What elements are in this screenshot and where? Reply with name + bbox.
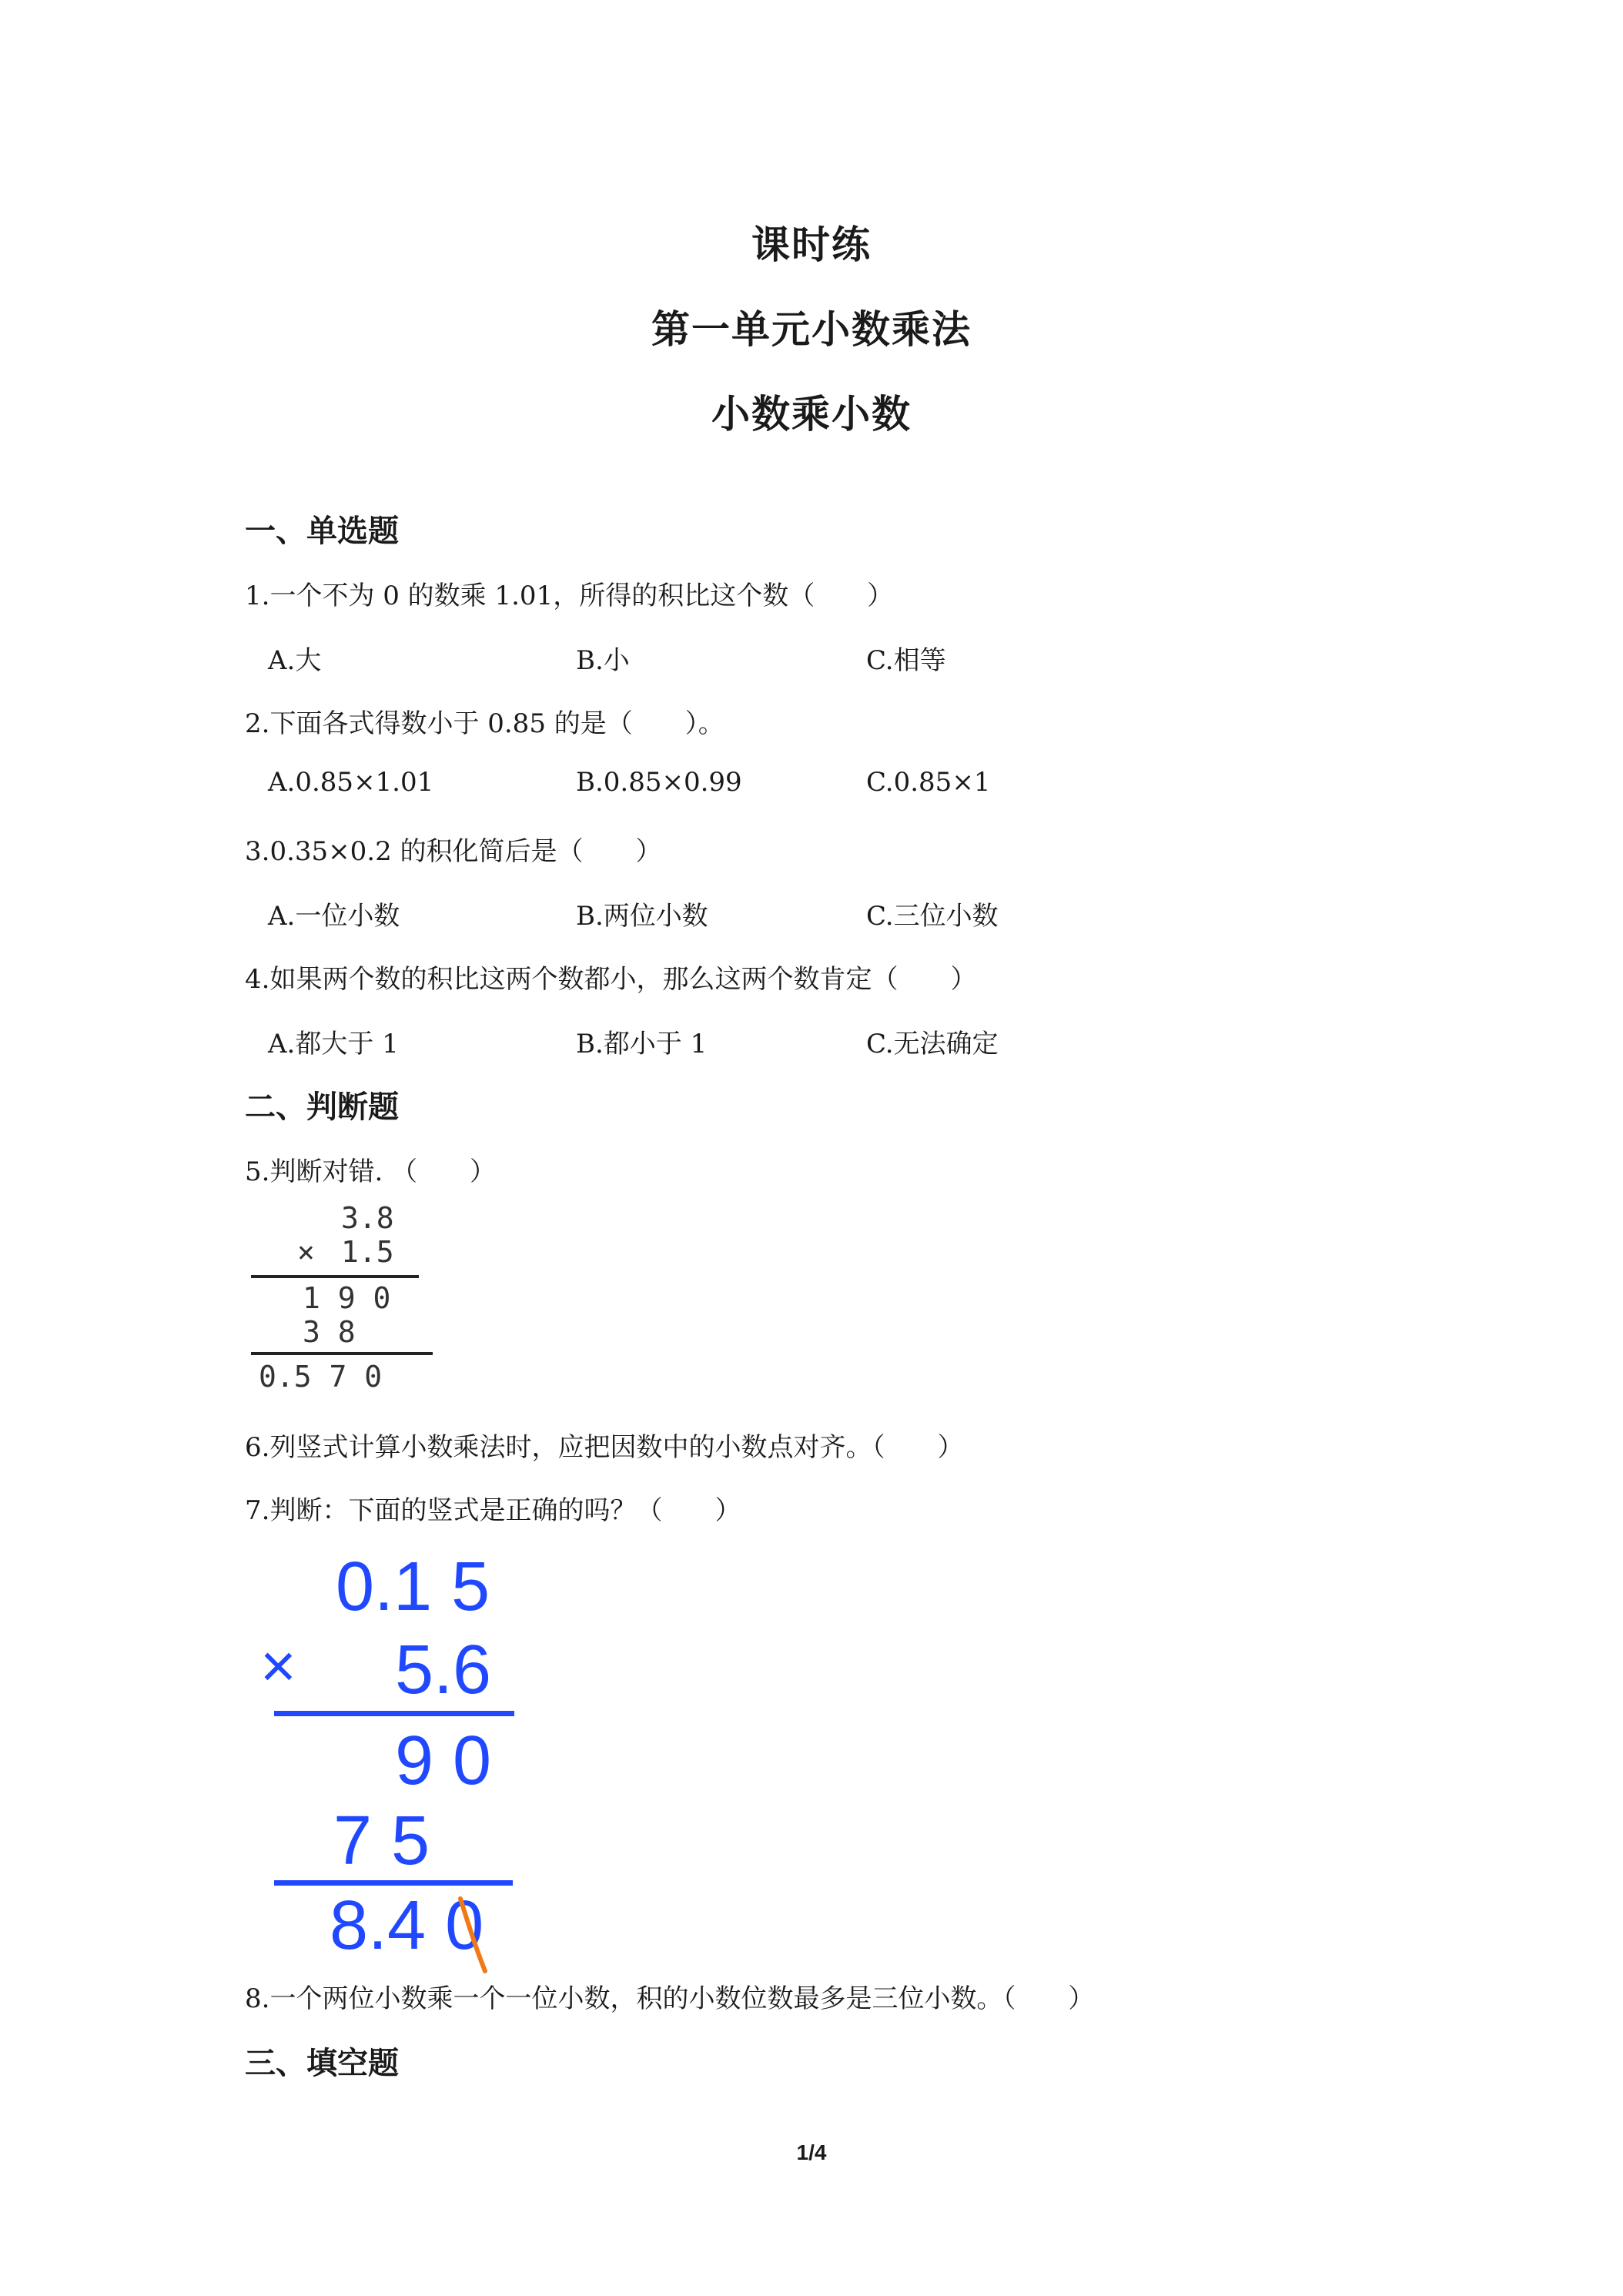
question-4: 4.如果两个数的积比这两个数都小，那么这两个数肯定（ ） bbox=[245, 964, 977, 995]
calc5-row1: 3.8 bbox=[341, 1201, 394, 1235]
question-8: 8.一个两位小数乘一个一位小数，积的小数位数最多是三位小数。（ ） bbox=[245, 1983, 1095, 2014]
q1-option-a: A.大 bbox=[268, 645, 322, 676]
calc5-result: 0.5 7 0 bbox=[259, 1360, 383, 1394]
calc7-row2: 5.6 bbox=[395, 1632, 492, 1709]
section-single-choice: 一、单选题 bbox=[245, 514, 399, 549]
q4-option-c: C.无法确定 bbox=[866, 1029, 999, 1059]
calc7-line-2 bbox=[274, 1880, 513, 1886]
q3-option-a: A.一位小数 bbox=[268, 901, 400, 932]
calc7-line-1 bbox=[274, 1711, 514, 1716]
question-6: 6.列竖式计算小数乘法时，应把因数中的小数点对齐。（ ） bbox=[245, 1432, 964, 1463]
calc-5 bbox=[245, 1201, 445, 1409]
q2-option-c: C.0.85×1 bbox=[866, 767, 991, 798]
question-3: 3.0.35×0.2 的积化简后是（ ） bbox=[245, 836, 662, 867]
calc7-row1: 0.1 5 bbox=[336, 1548, 490, 1625]
q1-option-c: C.相等 bbox=[866, 645, 946, 676]
calc5-row4: 3 8 bbox=[303, 1315, 356, 1349]
q1-option-b: B.小 bbox=[576, 645, 630, 676]
page-number: 1/4 bbox=[796, 2140, 827, 2164]
q2-option-a: A.0.85×1.01 bbox=[268, 767, 434, 798]
calc7-multiply-sign: × bbox=[260, 1632, 296, 1700]
calc5-row2: 1.5 bbox=[341, 1235, 394, 1269]
calc5-line-2 bbox=[251, 1352, 433, 1355]
section-true-false: 二、判断题 bbox=[245, 1089, 399, 1125]
calc7-row3: 9 0 bbox=[395, 1722, 492, 1799]
q2-option-b: B.0.85×0.99 bbox=[576, 767, 742, 798]
question-2: 2.下面各式得数小于 0.85 的是（ ）。 bbox=[245, 708, 724, 739]
q4-option-a: A.都大于 1 bbox=[268, 1029, 399, 1059]
calc7-correction-mark bbox=[451, 1893, 497, 1977]
calc5-line-1 bbox=[251, 1275, 419, 1278]
question-1: 1.一个不为 0 的数乘 1.01，所得的积比这个数（ ） bbox=[245, 581, 894, 611]
q4-option-b: B.都小于 1 bbox=[576, 1029, 708, 1059]
question-7: 7.判断：下面的竖式是正确的吗？（ ） bbox=[245, 1495, 741, 1526]
title-main: 课时练 bbox=[751, 223, 872, 267]
title-unit: 第一单元小数乘法 bbox=[651, 307, 972, 352]
calc5-row3: 1 9 0 bbox=[303, 1281, 391, 1315]
q3-option-c: C.三位小数 bbox=[866, 901, 999, 932]
calc7-row4: 7 5 bbox=[333, 1802, 430, 1879]
calc7-result: 8.4 0 bbox=[330, 1887, 484, 1964]
calc5-multiply-sign: × bbox=[297, 1235, 315, 1269]
question-5: 5.判断对错. （ ） bbox=[245, 1156, 497, 1187]
section-fill-blank: 三、填空题 bbox=[245, 2046, 399, 2081]
calc-7 bbox=[245, 1548, 553, 1963]
q3-option-b: B.两位小数 bbox=[576, 901, 708, 932]
title-lesson: 小数乘小数 bbox=[711, 392, 912, 437]
